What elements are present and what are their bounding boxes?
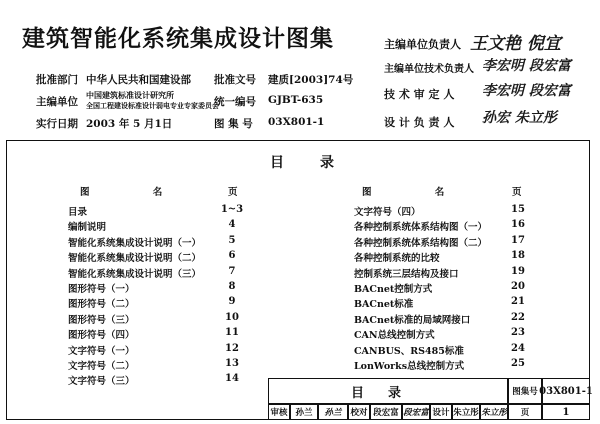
toc-entry-name: 文字符号（二） — [68, 361, 135, 372]
toc-entry-page: 20 — [511, 281, 525, 292]
toc-entry-page: 13 — [225, 358, 239, 369]
tb-atlas-no-label: 图集号 — [508, 378, 542, 404]
page-label: 页 — [508, 404, 542, 420]
toc-entry-name: 文字符号（四） — [354, 207, 421, 218]
toc-entry-page: 4 — [228, 219, 236, 231]
toc-entry-page: 18 — [511, 250, 525, 262]
toc-entry-name: 文字符号（一） — [68, 345, 135, 357]
toc-entry-page: 14 — [225, 373, 239, 385]
toc-entry-page: 7 — [228, 265, 236, 277]
check-signature: 段宏富 — [402, 404, 430, 420]
toc-entry-name: 各种控制系统的比较 — [354, 253, 440, 265]
toc-entry-name: CAN总线控制方式 — [354, 330, 435, 342]
responsibility-label: 设 计 负 责 人 — [384, 116, 455, 129]
toc-entry-name: 智能化系统集成设计说明（三） — [68, 268, 202, 280]
toc-entry-page: 15 — [511, 204, 525, 215]
toc-entry-name: 图形符号（四） — [68, 330, 135, 342]
effective-date-label: 实行日期 — [36, 118, 78, 130]
toc-entry-name: 控制系统三层结构及接口 — [354, 268, 459, 280]
editor-unit-line1: 中国建筑标准设计研究所 — [86, 90, 174, 100]
unified-no: GJBT-635 — [268, 94, 324, 106]
toc-entry-page: 25 — [511, 358, 525, 369]
signature: 王文艳 倪宜 — [470, 34, 561, 54]
toc-entry-name: 图形符号（二） — [68, 299, 135, 311]
col-page-header: 页 — [228, 187, 238, 198]
editor-unit-label: 主编单位 — [36, 96, 78, 108]
toc-entry-name: 智能化系统集成设计说明（二） — [68, 253, 202, 265]
atlas-title: 建筑智能化系统集成设计图集 — [22, 26, 334, 52]
check-name: 段宏富 — [370, 404, 402, 420]
review-name: 孙兰 — [290, 404, 318, 420]
toc-entry-page: 5 — [228, 234, 236, 246]
toc-entry-page: 16 — [511, 219, 525, 231]
toc-entry-page: 23 — [511, 327, 525, 339]
toc-entry-page: 11 — [225, 327, 239, 339]
approval-dept-label: 批准部门 — [36, 74, 78, 86]
toc-title: 目录 — [270, 155, 370, 171]
responsibility-label: 主编单位负责人 — [384, 38, 461, 51]
check-label: 校对 — [348, 404, 370, 420]
toc-entry-name: BACnet标准 — [354, 299, 414, 311]
col-name-header: 图 名 — [80, 187, 193, 198]
responsibility-label: 主编单位技术负责人 — [384, 64, 474, 75]
toc-entry-name: 图形符号（一） — [68, 284, 135, 295]
responsibility-label: 技 术 审 定 人 — [384, 88, 455, 101]
review-label: 审核 — [268, 404, 290, 420]
toc-entry-page: 19 — [511, 265, 525, 277]
approval-dept: 中华人民共和国建设部 — [86, 74, 191, 86]
review-signature: 孙兰 — [318, 404, 348, 420]
toc-entry-page: 1~3 — [220, 204, 244, 215]
editor-unit-line2: 全国工程建设标准设计弱电专业专家委员会 — [86, 101, 219, 110]
col-page-header: 页 — [512, 187, 522, 198]
signature: 孙宏 朱立彤 — [482, 110, 557, 126]
signature: 李宏明 段宏富 — [482, 83, 571, 99]
toc-entry-page: 17 — [511, 234, 525, 246]
toc-entry-page: 24 — [511, 342, 525, 354]
toc-entry-page: 9 — [228, 296, 236, 308]
page-number: 1 — [542, 404, 590, 420]
toc-entry-name: 编制说明 — [68, 222, 107, 234]
col-name-header: 图 名 — [362, 187, 475, 198]
unified-no-label: 统一编号 — [214, 96, 256, 108]
toc-entry-name: 文字符号（三） — [68, 376, 135, 388]
toc-entry-name: 各种控制系统体系结构图（一） — [354, 222, 488, 234]
toc-entry-name: BACnet标准的局域网接口 — [354, 314, 471, 326]
toc-entry-page: 22 — [511, 311, 525, 323]
toc-entry-page: 21 — [511, 296, 525, 308]
approval-doc-label: 批准文号 — [214, 74, 256, 86]
atlas-no-label: 图 集 号 — [214, 118, 253, 130]
tb-atlas-no: 03X801-1 — [542, 378, 590, 404]
design-name: 朱立彤 — [452, 404, 480, 420]
approval-doc: 建质[2003]74号 — [268, 74, 354, 86]
toc-entry-page: 6 — [228, 250, 236, 262]
toc-entry-name: 各种控制系统体系结构图（二） — [354, 237, 488, 249]
signature: 李宏明 段宏富 — [482, 58, 571, 74]
toc-entry-name: 目录 — [68, 207, 88, 218]
toc-entry-name: 图形符号（三） — [68, 314, 135, 326]
toc-entry-name: CANBUS、RS485标准 — [354, 345, 464, 357]
toc-entry-name: 智能化系统集成设计说明（一） — [68, 237, 202, 249]
atlas-no: 03X801-1 — [268, 116, 325, 128]
toc-entry-page: 10 — [225, 311, 239, 323]
toc-entry-name: BACnet控制方式 — [354, 284, 433, 295]
design-signature: 朱立彤 — [480, 404, 508, 420]
toc-entry-name: LonWorks总线控制方式 — [354, 361, 465, 372]
sheet-title: 目录 — [268, 378, 508, 404]
toc-entry-page: 12 — [225, 342, 239, 354]
design-label: 设计 — [430, 404, 452, 420]
effective-date: 2003 年 5 月1日 — [86, 118, 173, 130]
toc-entry-page: 8 — [228, 281, 236, 292]
